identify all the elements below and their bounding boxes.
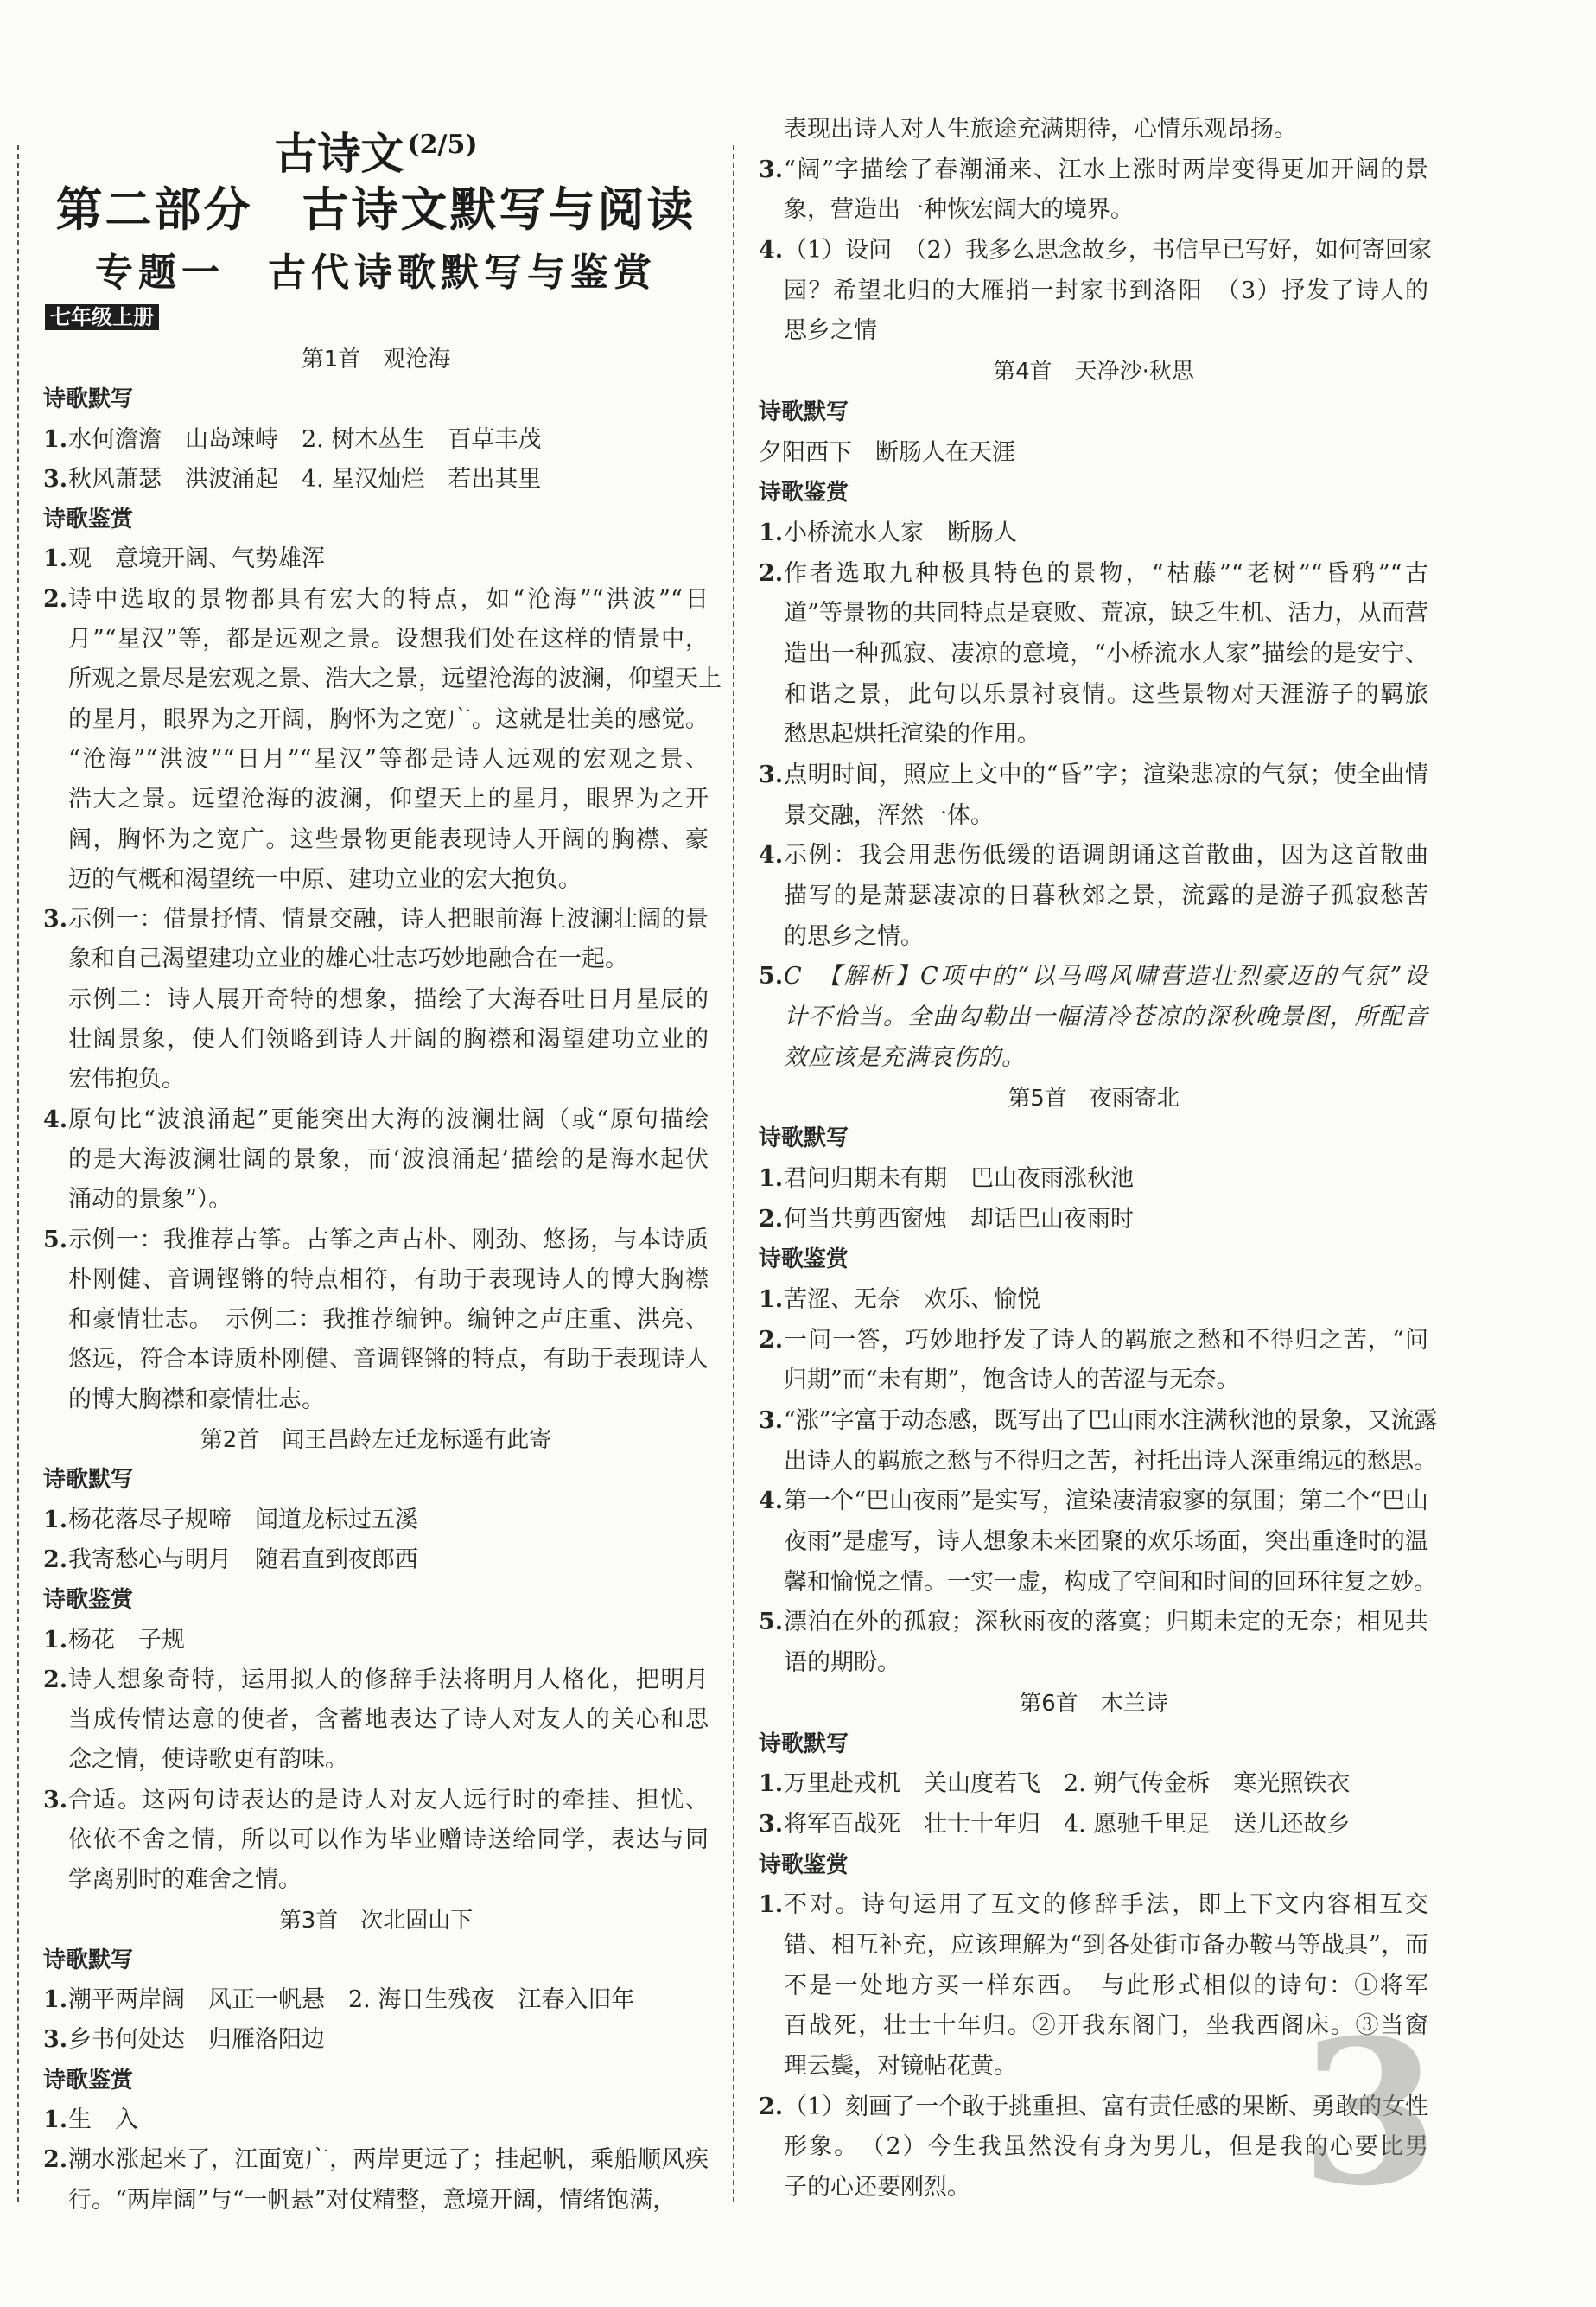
- item-number: 2.: [43, 585, 68, 613]
- answer-item: [759, 1805, 1428, 1845]
- answer-item: [43, 900, 709, 980]
- answer-item: [43, 2140, 709, 2221]
- section-label: 诗歌鉴赏: [43, 1587, 134, 1614]
- answer-item: [43, 2100, 709, 2140]
- answer-line: 示例二：诗人展开奇特的想象，描绘了大海吞吐日月星辰的: [68, 985, 709, 1013]
- poem-heading: 第5首 夜雨寄北: [1008, 1085, 1180, 1112]
- left-column: [43, 340, 722, 2221]
- answer-line: 和谐之景，此句以乐景衬哀情。这些景物对天涯游子的羁旅: [784, 680, 1428, 708]
- item-number: 2.: [43, 1666, 68, 1693]
- answer-line: 思乡之情: [784, 317, 877, 345]
- answer-line: 壮阔景象，使人们领略到诗人开阔的胸襟和渴望建功立业的: [68, 1026, 709, 1054]
- answer-item: [759, 1401, 1438, 1482]
- item-number: 5.: [759, 963, 784, 991]
- item-number: 3.: [759, 1810, 784, 1838]
- answer-line: （1）设问 （2）我多么思念故乡，书信早已写好，如何寄回家: [784, 237, 1432, 264]
- answer-item: [43, 539, 709, 579]
- answer-line: 景交融，浑然一体。: [784, 801, 994, 829]
- answer-line: 杨花 子规: [68, 1626, 185, 1654]
- answer-line: 迈的气概和渴望统一中原、建功立业的宏大抱负。: [68, 865, 582, 893]
- answer-item: [43, 580, 722, 900]
- answer-line: “阔”字描绘了春潮涌来、江水上涨时两岸变得更加开阔的景: [784, 156, 1428, 183]
- answer-line: 的是大海波澜壮阔的景象，而‘波浪涌起’描绘的是海水起伏: [68, 1145, 709, 1173]
- answer-line: 点明时间，照应上文中的“昏”字；渲染悲凉的气氛；使全曲情: [784, 762, 1428, 788]
- answer-item: [759, 1159, 1428, 1200]
- answer-item: [43, 420, 709, 460]
- answer-line: 和豪情壮志。 示例二：我推荐编钟。编钟之声庄重、洪亮、: [68, 1306, 709, 1334]
- answer-line: 漂泊在外的孤寂；深秋雨夜的落寞；归期未定的无奈；相见共: [784, 1609, 1428, 1636]
- item-number: 1.: [43, 1626, 68, 1654]
- answer-line: 夜雨”是虚写，诗人想象未来团聚的欢乐场面，突出重逢时的温: [784, 1528, 1428, 1556]
- item-number: 3.: [43, 906, 68, 934]
- answer-line: 合适。这两句诗表达的是诗人对友人远行时的牵挂、担忧、: [68, 1786, 709, 1813]
- answer-item: [759, 1482, 1437, 1603]
- answer-line: 象和自己渴望建功立业的雄心壮志巧妙地融合在一起。: [68, 946, 628, 973]
- poem-heading: 第6首 木兰诗: [1019, 1690, 1168, 1717]
- answer-item: [759, 1764, 1428, 1805]
- answer-line: 朴刚健、音调铿锵的特点相符，有助于表现诗人的博大胸襟: [68, 1265, 709, 1293]
- item-number: 1.: [43, 1506, 68, 1533]
- answer-line: 表现出诗人对人生旅途充满期待，心情乐观昂扬。: [784, 116, 1297, 143]
- item-number: 1.: [759, 1285, 784, 1313]
- answer-line: 象，营造出一种恢宏阔大的境界。: [784, 196, 1134, 224]
- answer-item: [43, 1621, 709, 1660]
- section-label: 诗歌鉴赏: [759, 1246, 849, 1273]
- item-number: 4.: [759, 842, 784, 870]
- item-number: 3.: [759, 1407, 784, 1434]
- answer-line: 行。“两岸阔”与“一帆悬”对仗精整，意境开阔，情绪饱满，: [68, 2186, 677, 2214]
- answer-line: 效应该是充满哀伤的。: [784, 1043, 1026, 1071]
- part-title: 第二部分 古诗文默写与阅读: [55, 182, 696, 237]
- answer-line: “涨”字富于动态感，既写出了巴山雨水注满秋池的景象，又流露: [784, 1407, 1438, 1434]
- item-number: 1.: [43, 2106, 68, 2134]
- answer-line: 阔，胸怀为之宽广。这些景物更能表现诗人开阔的胸襟、豪: [68, 825, 709, 853]
- poem-heading: 第3首 次北固山下: [278, 1907, 474, 1934]
- answer-item: [759, 1321, 1428, 1401]
- left-cut-line: [17, 145, 19, 2202]
- answer-line: 第一个“巴山夜雨”是实写，渲染凄清寂寥的氛围；第二个“巴山: [784, 1488, 1428, 1515]
- item-number: 1.: [43, 425, 68, 453]
- answer-line: 诗人想象奇特，运用拟人的修辞手法将明月人格化，把明月: [68, 1666, 709, 1693]
- item-number: 2.: [759, 1326, 784, 1354]
- answer-item: [43, 1100, 709, 1220]
- answer-item: [43, 1501, 709, 1540]
- answer-line: C 【解析】C项中的“以马鸣风啸营造壮烈豪迈的气氛”设: [784, 963, 1428, 991]
- answer-item: [759, 836, 1428, 957]
- answer-line: 水何澹澹 山岛竦峙 2. 树木丛生 百草丰茂: [68, 425, 542, 453]
- answer-continuation: [43, 980, 709, 1100]
- answer-line: 宏伟抱负。: [68, 1066, 185, 1093]
- answer-line: 我寄愁心与明月 随君直到夜郎西: [68, 1545, 418, 1573]
- answer-line: 造出一种孤寂、凄凉的意境，“小桥流水人家”描绘的是安宁、: [784, 640, 1428, 667]
- section-label: 诗歌默写: [43, 386, 134, 413]
- title-text: 古诗文: [274, 129, 404, 179]
- answer-item: [759, 957, 1428, 1078]
- answer-line: 原句比“波浪涌起”更能突出大海的波澜壮阔（或“原句描绘: [68, 1106, 709, 1133]
- answer-continuation: [759, 110, 1428, 150]
- answer-item: [43, 1781, 709, 1901]
- section-label: 诗歌鉴赏: [43, 507, 134, 533]
- answer-line: 的星月，眼界为之开阔，胸怀为之宽广。这就是壮美的感觉。: [68, 705, 709, 733]
- answer-item: [759, 1603, 1428, 1683]
- poem-heading: 第2首 闻王昌龄左迁龙标遥有此寄: [200, 1427, 552, 1454]
- section-label: 诗歌默写: [43, 1467, 134, 1494]
- answer-line: 苦涩、无奈 欢乐、愉悦: [784, 1285, 1040, 1313]
- answer-line: 涌动的景象”）。: [68, 1186, 232, 1214]
- answer-line: 的博大胸襟和豪情壮志。: [68, 1386, 325, 1413]
- topic-title: 专题一 古代诗歌默写与鉴赏: [95, 251, 657, 295]
- answer-line: 馨和愉悦之情。一实一虚，构成了空间和时间的回环往复之妙。: [784, 1568, 1437, 1596]
- answer-line: 念之情，使诗歌更有韵味。: [68, 1746, 348, 1774]
- item-number: 2.: [43, 2146, 68, 2174]
- answer-item: [43, 1540, 709, 1580]
- item-number: 4.: [759, 1488, 784, 1515]
- answer-line: 一问一答，巧妙地抒发了诗人的羁旅之愁和不得归之苦，“问: [784, 1326, 1428, 1354]
- answer-continuation: [759, 433, 1428, 474]
- title-page-fraction: (2/5): [407, 130, 478, 160]
- section-label: 诗歌鉴赏: [43, 2067, 134, 2094]
- answer-line: 描写的是萧瑟凄凉的日暮秋郊之景，流露的是游子孤寂愁苦: [784, 883, 1428, 910]
- item-number: 5.: [759, 1609, 784, 1636]
- item-number: 5.: [43, 1226, 68, 1253]
- page-title: [43, 119, 709, 180]
- answer-line: 示例一：我推荐古筝。古筝之声古朴、刚劲、悠扬，与本诗质: [68, 1226, 709, 1253]
- answer-line: 将军百战死 壮士十年归 4. 愿驰千里足 送儿还故乡: [784, 1810, 1351, 1838]
- item-number: 3.: [759, 762, 784, 788]
- answer-line: 子的心还要刚烈。: [784, 2174, 970, 2202]
- answer-line: 依依不舍之情，所以可以作为毕业赠诗送给同学，表达与同: [68, 1826, 709, 1853]
- grade-badge: 七年级上册: [45, 304, 159, 330]
- item-number: 1.: [759, 1164, 784, 1192]
- answer-line: 月”“星汉”等，都是远观之景。设想我们处在这样的情景中，: [68, 626, 709, 653]
- answer-line: 潮平两岸阔 风正一帆悬 2. 海日生残夜 江春入旧年: [68, 1986, 635, 2014]
- right-column: [759, 110, 1438, 2208]
- answer-line: 不是一处地方买一样东西。 与此形式相似的诗句：①将军: [784, 1972, 1428, 1999]
- answer-item: [759, 231, 1432, 352]
- poem-heading: 第4首 天净沙·秋思: [993, 359, 1194, 386]
- answer-item: [759, 1280, 1428, 1321]
- answer-line: 理云鬓，对镜帖花黄。: [784, 2053, 1017, 2080]
- answer-line: 作者选取九种极具特色的景物，“枯藤”“老树”“昏鸦”“古: [784, 559, 1428, 587]
- answer-line: 示例一：借景抒情、情景交融，诗人把眼前海上波澜壮阔的景: [68, 906, 709, 934]
- answer-line: 道”等景物的共同特点是衰败、荒凉，缺乏生机、活力，从而营: [784, 600, 1428, 628]
- section-label: 诗歌默写: [43, 1947, 134, 1973]
- column-divider: [733, 145, 734, 2202]
- answer-line: 形象。 （2）今生我虽然没有身为男儿，但是我的心要比男: [784, 2133, 1428, 2161]
- item-number: 2.: [43, 1545, 68, 1573]
- item-number: 3.: [43, 1786, 68, 1813]
- answer-line: 学离别时的难舍之情。: [68, 1866, 302, 1894]
- answer-line: 不对。诗句运用了互文的修辞手法，即上下文内容相互交: [784, 1891, 1428, 1919]
- answer-line: 乡书何处达 归雁洛阳边: [68, 2026, 325, 2054]
- item-number: 4.: [43, 1106, 68, 1133]
- section-label: 诗歌默写: [759, 398, 849, 425]
- answer-line: 悠远，符合本诗质朴刚健、音调铿锵的特点，有助于表现诗人: [68, 1346, 709, 1373]
- answer-line: 示例：我会用悲伤低缓的语调朗诵这首散曲，因为这首散曲: [784, 842, 1428, 870]
- answer-item: [43, 2020, 709, 2060]
- answer-line: “沧海”“洪波”“日月”“星汉”等都是诗人远观的宏观之景、: [68, 745, 709, 773]
- answer-line: 何当共剪西窗烛 却话巴山夜雨时: [784, 1205, 1134, 1233]
- answer-line: 错、相互补充，应该理解为“到各处街市备办鞍马等战具”，而: [784, 1931, 1428, 1959]
- answer-line: （1）刻画了一个敢于挑重担、富有责任感的果断、勇敢的女性: [784, 2093, 1429, 2120]
- item-number: 3.: [43, 2026, 68, 2054]
- section-label: 诗歌鉴赏: [759, 480, 849, 507]
- answer-line: 夕阳西下 断肠人在天涯: [759, 438, 1015, 466]
- answer-line: 小桥流水人家 断肠人: [784, 519, 1017, 546]
- answer-line: 计不恰当。全曲勾勒出一幅清冷苍凉的深秋晚景图，所配音: [784, 1004, 1428, 1031]
- item-number: 3.: [43, 465, 68, 493]
- answer-line: 所观之景尽是宏观之景、浩大之景，远望沧海的波澜，仰望天上: [68, 666, 722, 693]
- answer-item: [759, 513, 1428, 554]
- item-number: 1.: [759, 1770, 784, 1798]
- answer-item: [759, 554, 1428, 755]
- answer-line: 生 入: [68, 2106, 138, 2134]
- answer-item: [43, 1980, 709, 2020]
- answer-line: 的思乡之情。: [784, 922, 924, 950]
- answer-item: [43, 1660, 709, 1781]
- item-number: 1.: [759, 1891, 784, 1919]
- answer-line: 潮水涨起来了，江面宽广，两岸更远了；挂起帆，乘船顺风疾: [68, 2146, 709, 2174]
- section-label: 诗歌鉴赏: [759, 1851, 849, 1878]
- answer-line: 秋风萧瑟 洪波涌起 4. 星汉灿烂 若出其里: [68, 465, 542, 493]
- answer-item: [759, 150, 1428, 231]
- item-number: 2.: [759, 559, 784, 587]
- item-number: 2.: [759, 1205, 784, 1233]
- item-number: 1.: [759, 519, 784, 546]
- answer-line: 观 意境开阔、气势雄浑: [68, 545, 325, 573]
- answer-line: 愁思起烘托渲染的作用。: [784, 721, 1040, 749]
- answer-line: 君问归期未有期 巴山夜雨涨秋池: [784, 1164, 1134, 1192]
- answer-line: 园？希望北归的大雁捎一封家书到洛阳 （3）抒发了诗人的: [784, 277, 1428, 304]
- item-number: 1.: [43, 545, 68, 573]
- item-number: 4.: [759, 237, 784, 264]
- item-number: 3.: [759, 156, 784, 183]
- answer-item: [43, 460, 709, 500]
- answer-line: 出诗人的羁旅之愁与不得归之苦，衬托出诗人深重绵远的愁思。: [784, 1447, 1437, 1475]
- answer-item: [43, 1220, 709, 1420]
- answer-line: 杨花落尽子规啼 闻道龙标过五溪: [68, 1506, 418, 1533]
- page-number-watermark: 3: [1300, 1997, 1440, 2230]
- poem-heading: 第1首 观沧海: [301, 347, 451, 373]
- section-label: 诗歌默写: [759, 1730, 849, 1757]
- answer-line: 浩大之景。远望沧海的波澜，仰望天上的星月，眼界为之开: [68, 786, 709, 813]
- answer-line: 语的期盼。: [784, 1649, 900, 1677]
- answer-item: [759, 755, 1428, 836]
- answer-line: 百战死，壮士十年归。②开我东阁门，坐我西阁床。③当窗: [784, 2012, 1428, 2040]
- answer-item: [759, 1200, 1428, 1240]
- section-label: 诗歌默写: [759, 1125, 849, 1152]
- answer-line: 诗中选取的景物都具有宏大的特点，如“沧海”“洪波”“日: [68, 585, 709, 613]
- answer-line: 归期”而“未有期”，饱含诗人的苦涩与无奈。: [784, 1367, 1240, 1394]
- item-number: 1.: [43, 1986, 68, 2014]
- item-number: 2.: [759, 2093, 784, 2120]
- answer-line: 万里赴戎机 关山度若飞 2. 朔气传金柝 寒光照铁衣: [784, 1770, 1351, 1798]
- answer-line: 当成传情达意的使者，含蓄地表达了诗人对友人的关心和思: [68, 1706, 709, 1734]
